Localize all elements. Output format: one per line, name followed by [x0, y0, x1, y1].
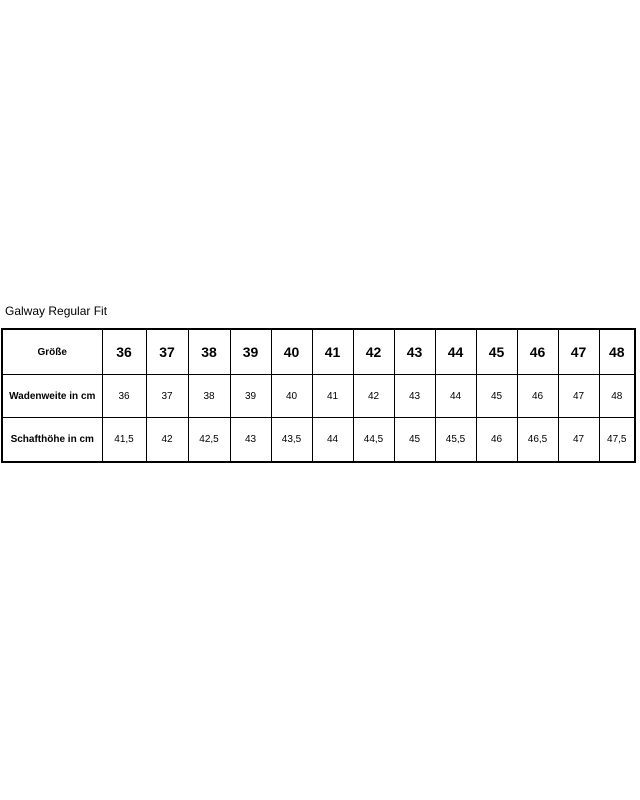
- size-cell: 48: [599, 329, 635, 375]
- shaft-height-row: [2, 418, 635, 463]
- calf-width-cell: 48: [599, 375, 635, 418]
- size-cell: 37: [146, 329, 188, 375]
- size-cell: 43: [394, 329, 435, 375]
- shaft-height-cell: 42,5: [188, 418, 230, 463]
- size-cell: 38: [188, 329, 230, 375]
- row-label-shaft-height: Schafthöhe in cm: [2, 418, 102, 463]
- calf-width-cell: 38: [188, 375, 230, 418]
- calf-width-cell: 47: [558, 375, 599, 418]
- calf-width-cell: 37: [146, 375, 188, 418]
- shaft-height-cell: 47,5: [599, 418, 635, 463]
- size-cell: 40: [271, 329, 312, 375]
- calf-width-row: [2, 375, 635, 418]
- size-row: [2, 329, 635, 375]
- page-title: Galway Regular Fit: [5, 304, 108, 318]
- calf-width-cell: 46: [517, 375, 558, 418]
- calf-width-cell: 44: [435, 375, 476, 418]
- size-cell: 45: [476, 329, 517, 375]
- shaft-height-cell: 42: [146, 418, 188, 463]
- calf-width-cell: 36: [102, 375, 146, 418]
- row-label-calf-width: Wadenweite in cm: [2, 375, 102, 418]
- calf-width-cell: 40: [271, 375, 312, 418]
- shaft-height-cell: 44,5: [353, 418, 394, 463]
- shaft-height-cell: 44: [312, 418, 353, 463]
- calf-width-cell: 43: [394, 375, 435, 418]
- size-cell: 36: [102, 329, 146, 375]
- calf-width-cell: 45: [476, 375, 517, 418]
- row-label-size: Größe: [2, 329, 102, 375]
- shaft-height-cell: 41,5: [102, 418, 146, 463]
- size-chart-table: [1, 328, 636, 463]
- size-cell: 47: [558, 329, 599, 375]
- size-cell: 42: [353, 329, 394, 375]
- shaft-height-cell: 43,5: [271, 418, 312, 463]
- calf-width-cell: 42: [353, 375, 394, 418]
- calf-width-cell: 41: [312, 375, 353, 418]
- shaft-height-cell: 45,5: [435, 418, 476, 463]
- calf-width-cell: 39: [230, 375, 271, 418]
- shaft-height-cell: 46,5: [517, 418, 558, 463]
- size-cell: 44: [435, 329, 476, 375]
- size-cell: 46: [517, 329, 558, 375]
- shaft-height-cell: 43: [230, 418, 271, 463]
- shaft-height-cell: 47: [558, 418, 599, 463]
- size-cell: 39: [230, 329, 271, 375]
- size-cell: 41: [312, 329, 353, 375]
- shaft-height-cell: 46: [476, 418, 517, 463]
- shaft-height-cell: 45: [394, 418, 435, 463]
